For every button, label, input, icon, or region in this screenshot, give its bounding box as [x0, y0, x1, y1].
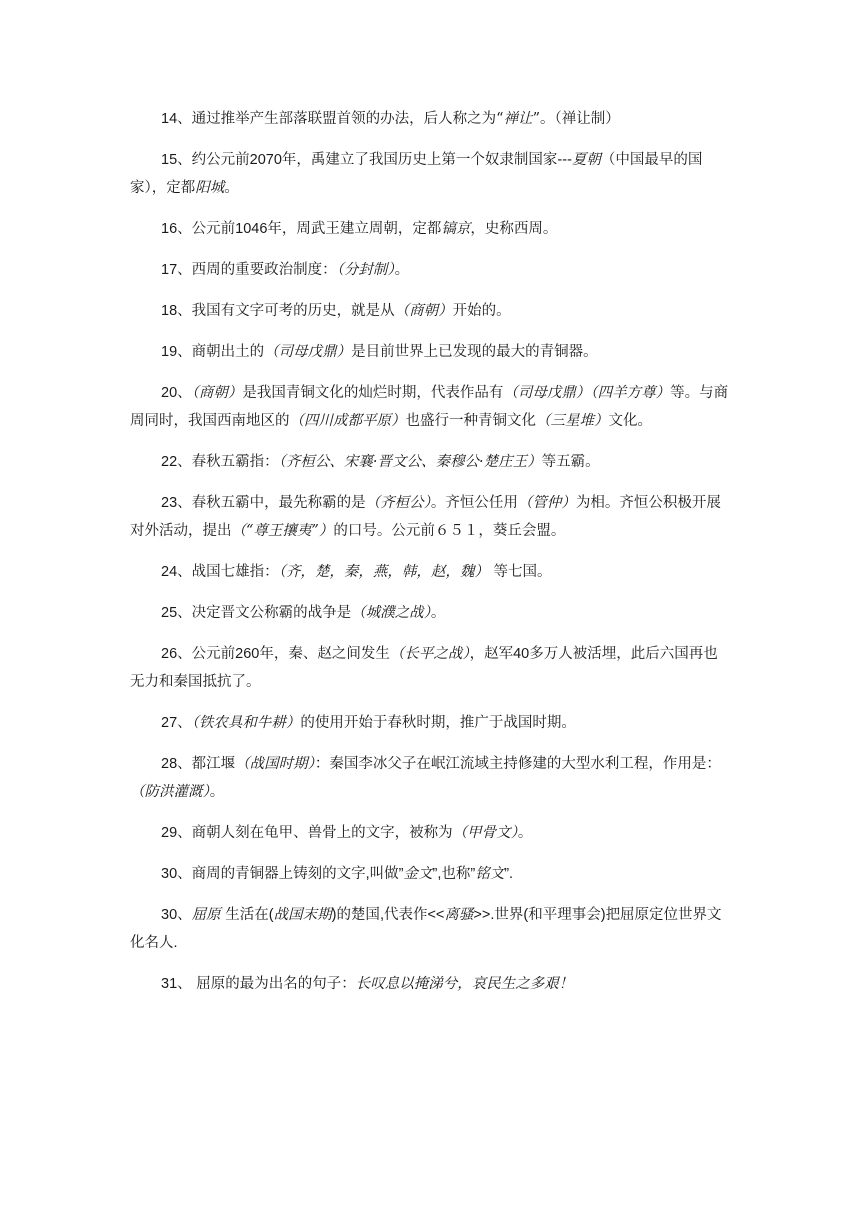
- document-body: [130, 105, 730, 1011]
- item-text: 把屈原定位世界文化名人: [130, 907, 722, 951]
- item-text: (: [268, 907, 274, 923]
- item-text: 1046: [235, 221, 268, 237]
- item-number: 18: [161, 303, 178, 319]
- item-number: 20: [161, 385, 178, 401]
- emphasis-text: （商朝）: [191, 385, 243, 401]
- emphasis-text: 战国末期: [273, 907, 332, 923]
- item-text: 等五霸。: [541, 454, 600, 470]
- list-item: [130, 901, 730, 957]
- item-text: ：秦国李冰父子在岷江流域主持修建的大型水利工程，作用是：: [314, 756, 721, 772]
- list-item: [130, 297, 730, 325]
- emphasis-text: （战国时期）: [235, 756, 315, 772]
- item-text: 是我国青铜文化的灿烂时期，代表作品有: [242, 385, 504, 401]
- item-number: 16: [161, 221, 178, 237]
- item-text: 、决定晋文公称霸的战争是: [177, 605, 352, 621]
- item-text: 。: [517, 825, 533, 841]
- emphasis-text: （齐桓公）: [365, 495, 431, 511]
- item-text: 世界: [494, 907, 524, 923]
- emphasis-text: （铁农具和牛耕）: [191, 715, 301, 731]
- item-text: 叫做: [369, 866, 399, 882]
- item-number: 22: [161, 454, 178, 470]
- item-text: .: [173, 935, 178, 951]
- item-text: 、: [177, 715, 192, 731]
- item-number: 23: [161, 495, 178, 511]
- item-text: 、公元前: [177, 646, 236, 662]
- item-text: 、我国有文字可考的历史，就是从: [177, 303, 395, 319]
- emphasis-text: 阳城: [195, 180, 225, 196]
- item-text: 和平理事会: [528, 907, 601, 923]
- emphasis-text: 长叹息以掩涕兮，哀民生之多艰！: [355, 976, 574, 992]
- list-item: [130, 750, 730, 806]
- item-text: ”,: [432, 866, 442, 882]
- item-text: ): [600, 907, 606, 923]
- item-text: 的口号。公元前６５１，葵丘会盟。: [333, 523, 566, 539]
- item-text: 的使用开始于春秋时期，推广于战国时期。: [300, 715, 576, 731]
- item-text: 为相。齐恒公积极开展对外活动，提出: [130, 495, 721, 539]
- item-text: 40: [513, 646, 530, 662]
- item-text: (: [523, 907, 529, 923]
- item-number: 14: [161, 111, 178, 127]
- emphasis-text: 屈原: [191, 907, 221, 923]
- item-text: 、春秋五霸指：: [177, 454, 279, 470]
- list-item: [130, 640, 730, 696]
- item-text: 。: [224, 180, 239, 196]
- emphasis-text: （“尊王攘夷”）: [231, 523, 334, 539]
- item-text: >>.: [473, 907, 495, 923]
- item-text: ”.: [504, 866, 514, 882]
- emphasis-text: （齐桓公、宋襄·晋文公、秦穆公·楚庄王）: [278, 454, 542, 470]
- emphasis-text: 铭文: [475, 866, 505, 882]
- list-item: [130, 448, 730, 476]
- list-item: [130, 256, 730, 284]
- item-number: 31: [161, 976, 178, 992]
- item-text: 、 屈原的最为出名的句子：: [177, 976, 356, 992]
- emphasis-text: （商朝）: [394, 303, 453, 319]
- item-text: 、西周的重要政治制度：: [177, 262, 337, 278]
- item-text: ,: [379, 907, 384, 923]
- item-number: 19: [161, 344, 178, 360]
- list-item: [130, 379, 730, 435]
- item-text: 等七国。: [488, 564, 552, 580]
- item-text: 是目前世界上已发现的最大的青铜器。: [351, 344, 598, 360]
- item-text: 年，周武王建立周朝，定都: [267, 221, 442, 237]
- item-number: 27: [161, 715, 178, 731]
- item-number: 17: [161, 262, 178, 278]
- list-item: [130, 146, 730, 202]
- item-text: 也盛行一种青铜文化: [405, 413, 536, 429]
- emphasis-text: （甲骨文）: [452, 825, 518, 841]
- item-text: ，赵军: [469, 646, 514, 662]
- item-text: 。齐恒公任用: [430, 495, 518, 511]
- item-text: ”。（禅让制）: [532, 111, 620, 127]
- item-text: 开始的。: [452, 303, 511, 319]
- item-text: ”: [398, 866, 404, 882]
- item-text: 、春秋五霸中，最先称霸的是: [177, 495, 366, 511]
- emphasis-text: 禅让: [503, 111, 533, 127]
- item-text: 年，禹建立了我国历史上第一个奴隶制国家: [281, 152, 558, 168]
- item-text: 、公元前: [177, 221, 236, 237]
- list-item: [130, 599, 730, 627]
- item-text: 、: [177, 907, 192, 923]
- emphasis-text: （城濮之战）: [351, 605, 431, 621]
- emphasis-text: 夏朝: [571, 152, 601, 168]
- item-text: ,: [365, 866, 370, 882]
- item-text: 、商朝出土的: [177, 344, 265, 360]
- emphasis-text: 离骚: [444, 907, 474, 923]
- item-text: 、: [177, 385, 192, 401]
- item-text: 、商朝人刻在龟甲、兽骨上的文字，被称为: [177, 825, 453, 841]
- item-text: ”: [470, 866, 476, 882]
- item-number: 24: [161, 564, 178, 580]
- item-text: 生活在: [220, 907, 269, 923]
- item-text: 也称: [441, 866, 471, 882]
- item-number: 28: [161, 756, 178, 772]
- item-text: 等。与商周同时，我国西南地区的: [130, 385, 729, 429]
- list-item: [130, 819, 730, 847]
- item-text: ---: [557, 152, 572, 168]
- item-text: 年，秦、赵之间发生: [259, 646, 390, 662]
- list-item: [130, 970, 730, 998]
- emphasis-text: 镐京: [441, 221, 471, 237]
- item-text: 多万人被活埋，此后六国再也无力和秦国抵抗了。: [130, 646, 718, 690]
- emphasis-text: （防洪灌溉）: [130, 784, 210, 800]
- list-item: [130, 105, 730, 133]
- emphasis-text: （司母戊鼎）（四羊方尊）: [503, 385, 671, 401]
- list-item: [130, 709, 730, 737]
- emphasis-text: （司母戊鼎）: [264, 344, 352, 360]
- emphasis-text: （三星堆）: [536, 413, 609, 429]
- item-text: 、战国七雄指：: [177, 564, 279, 580]
- emphasis-text: （管仲）: [517, 495, 576, 511]
- item-number: 15: [161, 152, 178, 168]
- item-number: 25: [161, 605, 178, 621]
- item-text: 、商周的青铜器上铸刻的文字: [177, 866, 366, 882]
- emphasis-text: （齐，楚，秦，燕，韩，赵，魏）: [278, 564, 489, 580]
- item-text: 、通过推举产生部落联盟首领的办法，后人称之为“: [177, 111, 504, 127]
- emphasis-text: （四川成都平原）: [289, 413, 406, 429]
- item-text: ): [331, 907, 337, 923]
- item-text: 代表作: [383, 907, 428, 923]
- emphasis-text: 金文: [403, 866, 433, 882]
- list-item: [130, 215, 730, 243]
- list-item: [130, 860, 730, 888]
- item-text: 。: [430, 605, 446, 621]
- emphasis-text: （长平之战）: [389, 646, 470, 662]
- item-text: 文化。: [608, 413, 652, 429]
- item-text: <<: [427, 907, 445, 923]
- item-number: 30: [161, 866, 178, 882]
- item-number: 29: [161, 825, 178, 841]
- item-text: 的楚国: [336, 907, 380, 923]
- item-number: 30: [161, 907, 178, 923]
- item-text: 、都江堰: [177, 756, 236, 772]
- item-text: 260: [235, 646, 260, 662]
- item-number: 26: [161, 646, 178, 662]
- item-text: 。: [394, 262, 410, 278]
- item-text: 、约公元前: [177, 152, 250, 168]
- list-item: [130, 489, 730, 545]
- item-text: ，史称西周。: [470, 221, 558, 237]
- emphasis-text: （分封制）: [336, 262, 395, 278]
- item-text: （中国最早的国家），定都: [130, 152, 703, 196]
- item-text: 2070: [249, 152, 282, 168]
- list-item: [130, 558, 730, 586]
- list-item: [130, 338, 730, 366]
- item-text: 。: [209, 784, 225, 800]
